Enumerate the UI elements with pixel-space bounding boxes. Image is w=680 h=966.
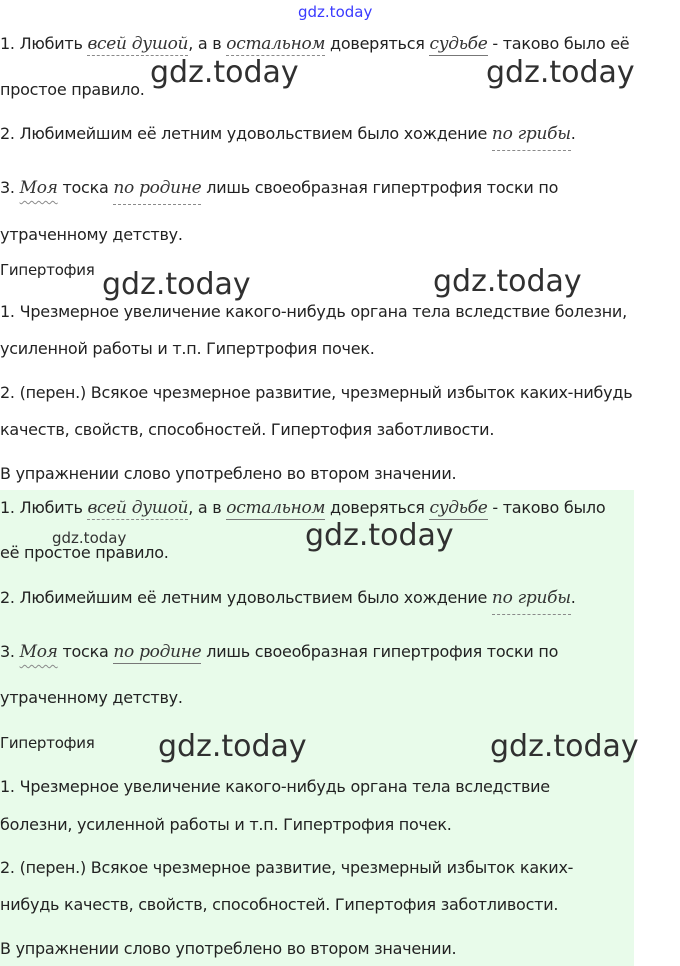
term-heading: Гипертофия bbox=[0, 734, 95, 752]
watermark: gdz.today bbox=[433, 264, 582, 299]
object-word: судьбе bbox=[429, 34, 488, 54]
watermark: gdz.today bbox=[486, 55, 635, 90]
attribute-word: Моя bbox=[19, 642, 58, 662]
sentence-2: 2. Любимейшим её летним удовольствием было хождение по грибы. bbox=[0, 587, 576, 609]
watermark: gdz.today bbox=[158, 729, 307, 764]
definition-1-line-1: 1. Чрезмерное увеличение какого-нибудь органа тела вследствие болезни, bbox=[0, 302, 627, 321]
attribute-phrase: по родине bbox=[113, 642, 202, 662]
definition-1-line-2: усиленной работы и т.п. Гипертрофия почек. bbox=[0, 339, 375, 358]
definition-1-line-2: болезни, усиленной работы и т.п. Гипертрофия почек. bbox=[0, 815, 452, 834]
definition-2-line-2: нибудь качеств, свойств, способностей. Гипертофия заботливости. bbox=[0, 895, 559, 914]
watermark: gdz.today bbox=[150, 55, 299, 90]
sentence-2: 2. Любимейшим её летним удовольствием было хождение по грибы. bbox=[0, 123, 576, 145]
definition-2-line-2: качеств, свойств, способностей. Гипертофия заботливости. bbox=[0, 420, 495, 439]
attribute-word: Моя bbox=[19, 178, 58, 198]
conclusion: В упражнении слово употреблено во втором значении. bbox=[0, 939, 457, 958]
sentence-1-line-1: 1. Любить всей душой, а в остальном доверяться судьбе - таково было bbox=[0, 498, 606, 518]
definition-2-line-1: 2. (перен.) Всякое чрезмерное развитие, чрезмерный избыток каких- bbox=[0, 858, 574, 877]
sentence-3-line-2: утраченному детству. bbox=[0, 225, 183, 244]
sentence-3-line-2: утраченному детству. bbox=[0, 688, 183, 707]
attribute-phrase: по родине bbox=[113, 178, 201, 205]
watermark: gdz.today bbox=[305, 518, 454, 553]
definition-2-line-1: 2. (перен.) Всякое чрезмерное развитие, чрезмерный избыток каких-нибудь bbox=[0, 383, 633, 402]
adverbial-phrase: по грибы bbox=[492, 588, 571, 615]
watermark-small: gdz.today bbox=[52, 529, 127, 547]
term-heading: Гипертофия bbox=[0, 261, 95, 279]
watermark: gdz.today bbox=[490, 729, 639, 764]
adverbial-phrase: всей душой bbox=[87, 34, 189, 54]
sentence-3-line-1: 3. Моя тоска по родине лишь своеобразная гипертрофия тоски по bbox=[0, 642, 559, 662]
adverbial-phrase: по грибы bbox=[492, 124, 571, 151]
adverbial-word: остальном bbox=[226, 498, 326, 518]
object-word: судьбе bbox=[429, 498, 488, 518]
sentence-3-line-1: 3. Моя тоска по родине лишь своеобразная гипертрофия тоски по bbox=[0, 177, 558, 199]
watermark-top: gdz.today bbox=[298, 3, 373, 21]
sentence-1-line-2: простое правило. bbox=[0, 80, 145, 99]
definition-1-line-1: 1. Чрезмерное увеличение какого-нибудь органа тела вследствие bbox=[0, 777, 550, 796]
conclusion: В упражнении слово употреблено во втором значении. bbox=[0, 464, 457, 483]
adverbial-phrase: всей душой bbox=[87, 498, 189, 518]
watermark: gdz.today bbox=[102, 267, 251, 302]
sentence-1-line-1: 1. Любить всей душой, а в остальном доверяться судьбе - таково было её bbox=[0, 34, 630, 54]
adverbial-word: остальном bbox=[226, 34, 326, 54]
sentence-1-line-2: её простое правило. bbox=[0, 543, 169, 562]
